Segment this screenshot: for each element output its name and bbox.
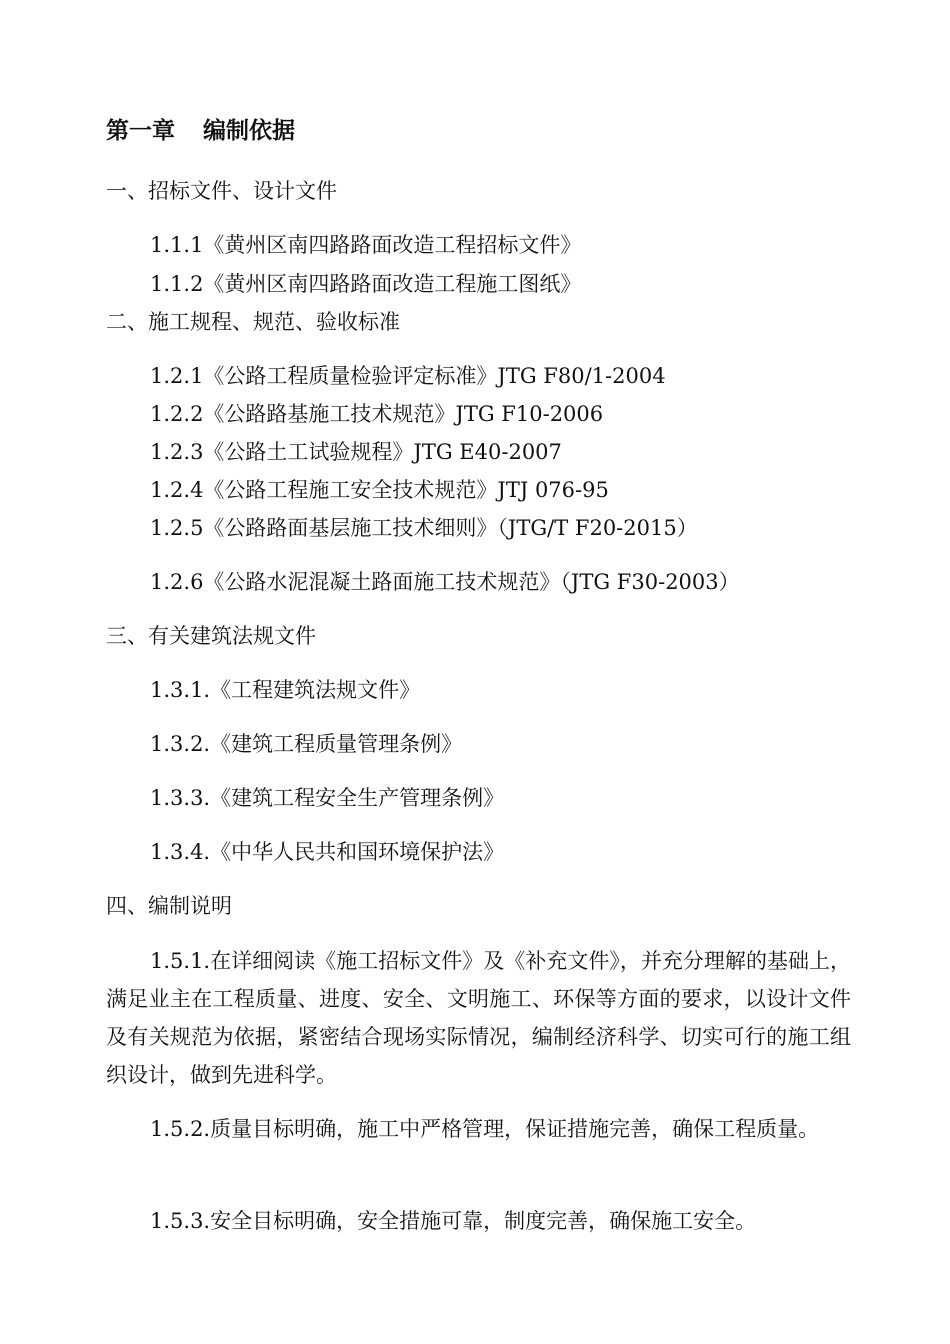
list-item: 1.3.3.《建筑工程安全生产管理条例》 bbox=[150, 786, 505, 810]
list-item: 1.2.2《公路路基施工技术规范》JTG F10-2006 bbox=[150, 402, 604, 426]
list-item: 1.3.4.《中华人民共和国环境保护法》 bbox=[150, 840, 505, 864]
list-item: 1.1.2《黄州区南四路路面改造工程施工图纸》 bbox=[150, 272, 582, 296]
body-paragraph: 1.5.1.在详细阅读《施工招标文件》及《补充文件》，并充分理解的基础上，满足业主在工程质量、进度、安全、文明施工、环保等方面的要求，以设计文件及有关规范为依据，紧密结合现场实际情况，编制经济科学、切实可行的施工组织设计，做到先进科学。 bbox=[106, 949, 851, 1087]
section-heading-3: 三、有关建筑法规文件 bbox=[106, 624, 316, 648]
list-item: 1.2.1《公路工程质量检验评定标准》JTG F80/1-2004 bbox=[150, 364, 666, 388]
section-heading-1: 一、招标文件、设计文件 bbox=[106, 179, 337, 203]
list-item: 1.2.5《公路路面基层施工技术细则》（JTG/T F20-2015） bbox=[150, 516, 698, 540]
list-item: 1.1.1《黄州区南四路路面改造工程招标文件》 bbox=[150, 233, 582, 257]
chapter-number: 第一章 bbox=[106, 118, 175, 144]
body-paragraph: 1.5.2.质量目标明确，施工中严格管理，保证措施完善，确保工程质量。 bbox=[150, 1117, 820, 1141]
body-paragraph: 1.5.3.安全目标明确，安全措施可靠，制度完善，确保施工安全。 bbox=[150, 1209, 757, 1233]
list-item: 1.3.1.《工程建筑法规文件》 bbox=[150, 678, 421, 702]
section-heading-2: 二、施工规程、规范、验收标准 bbox=[106, 310, 400, 334]
chapter-heading bbox=[106, 118, 295, 144]
list-item: 1.2.3《公路土工试验规程》JTG E40-2007 bbox=[150, 440, 562, 464]
chapter-title: 编制依据 bbox=[203, 118, 295, 144]
section-heading-4: 四、编制说明 bbox=[106, 894, 232, 918]
list-item: 1.2.4《公路工程施工安全技术规范》JTJ 076-95 bbox=[150, 478, 609, 502]
list-item: 1.3.2.《建筑工程质量管理条例》 bbox=[150, 732, 463, 756]
list-item: 1.2.6《公路水泥混凝土路面施工技术规范》（JTG F30-2003） bbox=[150, 570, 740, 594]
